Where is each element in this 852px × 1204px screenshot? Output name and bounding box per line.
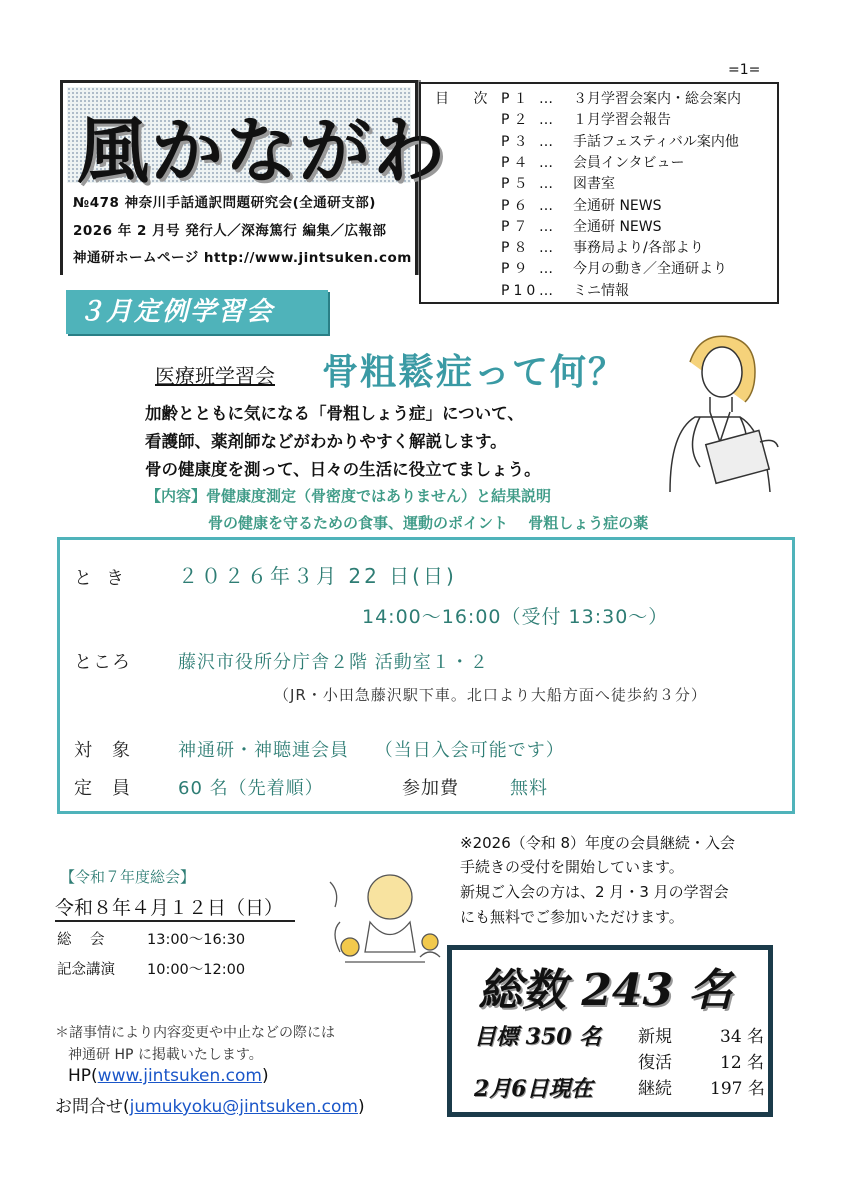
event-place: 藤沢市役所分庁舎２階 活動室１・２	[178, 652, 489, 673]
event-date: ２０２６年３月 22 日(日)	[178, 564, 457, 588]
general-meeting-heading: 【令和７年度総会】	[60, 868, 196, 886]
toc-dots: …	[539, 154, 553, 171]
toc-title: ミニ情報	[573, 282, 629, 299]
footer-contact	[55, 1092, 365, 1117]
homepage-info: 神通研ホームページ http://www.jintsuken.com	[73, 250, 412, 266]
toc-dots: …	[539, 91, 553, 107]
stat-value: 34 名	[720, 1027, 765, 1047]
stat-value: 12 名	[720, 1053, 765, 1073]
toc-item	[501, 258, 727, 278]
toc-dots: …	[539, 176, 553, 193]
study-content: 【内容】骨健康度測定（骨密度ではありません）と結果説明	[146, 487, 552, 505]
target-label: 対象	[74, 740, 150, 761]
toc-page: P１	[501, 91, 532, 107]
hp-close: )	[261, 1066, 269, 1086]
total-members: 総数 243 名	[478, 965, 733, 1016]
stat-label: 復活	[638, 1053, 672, 1073]
toc-page: P９	[501, 261, 532, 278]
toc-page: P８	[501, 240, 532, 257]
event-details-box	[57, 537, 795, 814]
doctor-illustration	[640, 322, 790, 502]
toc-dots: …	[539, 261, 553, 278]
section-label: ３月定例学習会	[66, 290, 328, 334]
event-capacity: 60 名（先着順）	[178, 778, 324, 799]
study-content: 骨の健康を守るための食事、運動のポイント 骨粗しょう症の薬	[208, 514, 649, 532]
toc-title: 図書室	[573, 176, 615, 193]
stat-label: 継続	[638, 1079, 672, 1099]
event-access: （JR・小田急藤沢駅下車。北口より大船方面へ徒歩約３分）	[274, 686, 707, 704]
toc-item	[501, 88, 741, 108]
stats-date: 2月6日現在	[474, 1076, 593, 1102]
membership-stats-box	[447, 945, 773, 1117]
toc-page: P10	[501, 282, 540, 299]
event-time: 14:00～16:00（受付 13:30～）	[362, 606, 669, 628]
membership-notice: 新規ご入会の方は、2 月・3 月の学習会	[460, 883, 729, 901]
toc-dots: …	[539, 282, 553, 299]
study-line: 骨の健康度を測って、日々の生活に役立てましょう。	[145, 460, 541, 479]
masthead	[60, 80, 448, 275]
toc-dots: …	[539, 112, 553, 129]
membership-notice: にも無料でご参加いただけます。	[460, 908, 684, 926]
toc-item	[501, 237, 704, 257]
meeting-row-time: 13:00～16:30	[147, 932, 246, 948]
toc-title: 事務局より/各部より	[573, 240, 704, 257]
toc-title: ３月学習会案内・総会案内	[573, 91, 741, 107]
event-target: 神通研・神聴連会員 （当日入会可能です）	[178, 740, 565, 761]
toc-item	[501, 195, 662, 215]
masthead-title-area	[67, 87, 448, 193]
toc-dots: …	[539, 197, 553, 214]
table-of-contents	[419, 82, 779, 304]
toc-title: 会員インタビュー	[573, 154, 685, 171]
toc-item	[501, 280, 629, 300]
membership-notice: ※2026（令和 8）年度の会員継続・入会	[460, 834, 736, 852]
toc-page: P３	[501, 133, 532, 150]
where-label: ところ	[74, 652, 131, 673]
toc-dots: …	[539, 218, 553, 235]
toc-item	[501, 216, 662, 236]
hp-label: HP(	[68, 1066, 98, 1086]
contact-email-link[interactable]: jumukyoku@jintsuken.com	[129, 1097, 358, 1117]
toc-title: 手話フェスティバル案内他	[573, 133, 739, 150]
toc-dots: …	[539, 133, 553, 150]
meeting-row-time: 10:00～12:00	[147, 962, 246, 978]
publisher-info: 2026 年 2 月号 発行人／深海篤行 編集／広報部	[73, 223, 387, 239]
when-label: とき	[74, 568, 138, 589]
study-headline: 骨粗鬆症って何？	[322, 352, 627, 393]
footer-note: 神通研 HP に掲載いたします。	[68, 1047, 263, 1063]
footer-note: ＊諸事情により内容変更や中止などの際には	[55, 1025, 335, 1041]
meeting-row-label: 総 会	[57, 932, 107, 948]
toc-page: P４	[501, 154, 532, 171]
issue-info: №478 神奈川手話通訳問題研究会(全通研支部)	[73, 195, 376, 211]
toc-page: P２	[501, 112, 532, 129]
toc-item	[501, 109, 671, 129]
homepage-link[interactable]: www.jintsuken.com	[97, 1066, 262, 1086]
stat-value: 197 名	[710, 1079, 765, 1099]
toc-title: 全通研 NEWS	[573, 197, 662, 214]
toc-title: １月学習会報告	[573, 112, 671, 129]
toc-dots: …	[539, 240, 553, 257]
study-line: 看護師、薬剤師などがわかりやすく解説します。	[145, 432, 507, 451]
member-goal: 目標 350 名	[474, 1024, 602, 1050]
toc-title: 全通研 NEWS	[573, 218, 662, 235]
stat-label: 新規	[638, 1027, 672, 1047]
toc-page: P７	[501, 218, 532, 235]
toc-page: P６	[501, 197, 532, 214]
meeting-row-label: 記念講演	[57, 962, 115, 978]
toc-item	[501, 173, 615, 193]
study-line: 加齢とともに気になる「骨粗しょう症」について、	[145, 404, 524, 423]
contact-close: )	[357, 1097, 365, 1117]
footer-homepage	[68, 1066, 269, 1086]
general-meeting-date: 令和８年４月１２日（日）	[55, 893, 295, 922]
newsletter-title: 風かながわ	[77, 109, 448, 193]
capacity-label: 定員	[74, 778, 150, 799]
contact-label: お問合せ(	[55, 1097, 130, 1117]
page-number: =1=	[728, 62, 761, 78]
child-illustration	[320, 862, 450, 977]
study-group: 医療班学習会	[155, 364, 275, 388]
toc-heading: 目 次	[435, 91, 498, 107]
fee-label: 参加費	[402, 778, 459, 799]
toc-title: 今月の動き／全通研より	[573, 261, 727, 278]
membership-notice: 手続きの受付を開始しています。	[460, 858, 684, 876]
toc-page: P５	[501, 176, 532, 193]
event-fee: 無料	[510, 778, 548, 799]
toc-item	[501, 152, 684, 172]
toc-item	[501, 131, 739, 151]
